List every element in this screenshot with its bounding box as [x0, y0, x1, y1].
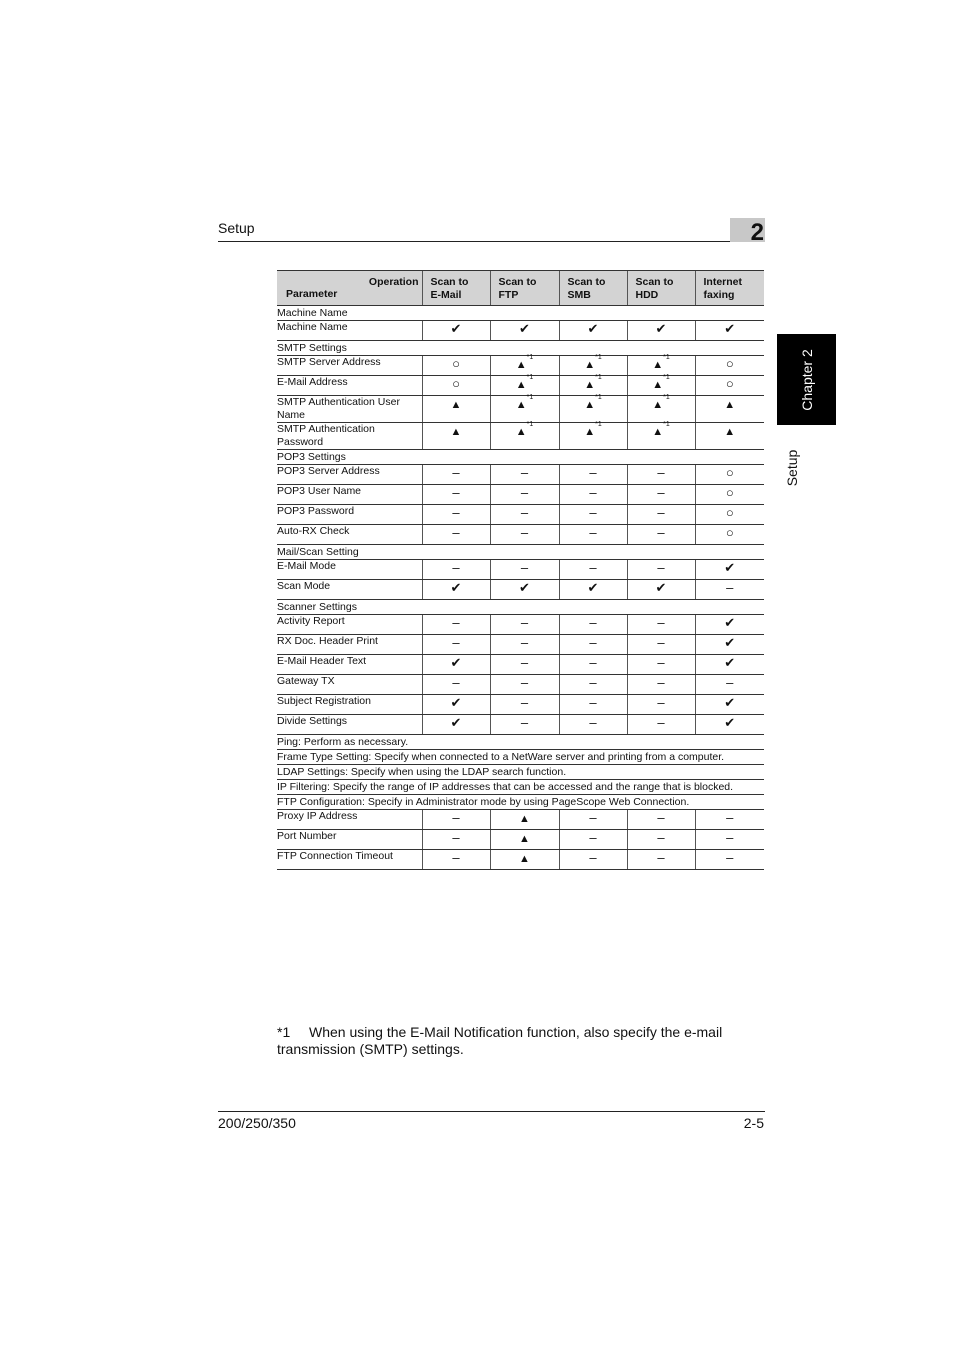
parameter-label: Port Number — [277, 830, 422, 850]
triangle-footnote-icon: ▲$^{*1}$ — [490, 423, 559, 450]
table-section-row — [277, 600, 764, 615]
footnote-ref: *1 — [595, 374, 602, 381]
check-icon: ✔ — [559, 321, 627, 341]
check-icon: ✔ — [422, 321, 490, 341]
dash-icon: – — [559, 485, 627, 505]
dash-icon: – — [559, 695, 627, 715]
dash-icon: – — [695, 830, 764, 850]
dash-icon: – — [559, 810, 627, 830]
parameter-label: Activity Report — [277, 615, 422, 635]
dash-icon: – — [559, 635, 627, 655]
dash-icon: – — [627, 850, 695, 870]
dash-icon: – — [422, 465, 490, 485]
check-icon: ✔ — [422, 580, 490, 600]
parameter-label: SMTP Authentication User Name — [277, 396, 422, 423]
dash-icon: – — [627, 485, 695, 505]
dash-icon: – — [559, 505, 627, 525]
header-col-email: Scan to E-Mail — [422, 271, 490, 306]
parameter-label: RX Doc. Header Print — [277, 635, 422, 655]
table-header-row — [277, 271, 764, 306]
triangle-icon: ▲ — [490, 830, 559, 850]
table-row — [277, 635, 764, 655]
check-icon: ✔ — [627, 580, 695, 600]
chapter-number-box: 2 — [730, 218, 765, 242]
footnote — [277, 1024, 757, 1058]
circle-icon: ○ — [695, 376, 764, 396]
table-section-row — [277, 341, 764, 356]
check-icon: ✔ — [695, 560, 764, 580]
parameter-label: POP3 Server Address — [277, 465, 422, 485]
check-icon: ✔ — [695, 321, 764, 341]
chapter-side-label: Chapter 2 — [798, 348, 815, 411]
table-row — [277, 810, 764, 830]
page-header-title: Setup — [218, 220, 255, 236]
dash-icon: – — [490, 635, 559, 655]
triangle-icon: ▲ — [490, 850, 559, 870]
dash-icon: – — [422, 485, 490, 505]
header-col-internet-fax: Internet faxing — [695, 271, 764, 306]
triangle-footnote-icon: ▲$^{*1}$ — [559, 423, 627, 450]
section-label: POP3 Settings — [277, 450, 764, 465]
footer-model: 200/250/350 — [218, 1115, 296, 1131]
footnote-ref: *1 — [526, 421, 534, 428]
check-icon: ✔ — [559, 580, 627, 600]
dash-icon: – — [627, 810, 695, 830]
circle-icon: ○ — [695, 505, 764, 525]
table-row — [277, 850, 764, 870]
parameter-label: E-Mail Address — [277, 376, 422, 396]
table-section-row — [277, 765, 764, 780]
dash-icon: – — [490, 485, 559, 505]
circle-icon: ○ — [695, 465, 764, 485]
dash-icon: – — [559, 850, 627, 870]
parameter-label: Gateway TX — [277, 675, 422, 695]
chapter-side-tab — [777, 334, 836, 425]
dash-icon: – — [422, 635, 490, 655]
footnote-ref: *1 — [526, 354, 534, 361]
dash-icon: – — [422, 505, 490, 525]
parameter-label: Auto-RX Check — [277, 525, 422, 545]
section-label: FTP Configuration: Specify in Administrator mode by using PageScope Web Connection. — [277, 795, 764, 810]
header-col-ftp: Scan to FTP — [490, 271, 559, 306]
triangle-footnote-icon: ▲$^{*1}$ — [490, 376, 559, 396]
dash-icon: – — [627, 715, 695, 735]
section-label: LDAP Settings: Specify when using the LDAP search function. — [277, 765, 764, 780]
check-icon: ✔ — [422, 715, 490, 735]
triangle-footnote-icon: ▲$^{*1}$ — [559, 356, 627, 376]
dash-icon: – — [490, 675, 559, 695]
triangle-footnote-icon: ▲$^{*1}$ — [627, 356, 695, 376]
section-label: Machine Name — [277, 306, 764, 321]
table-row — [277, 423, 764, 450]
triangle-footnote-icon: ▲$^{*1}$ — [627, 396, 695, 423]
table-section-row — [277, 750, 764, 765]
table-row — [277, 465, 764, 485]
section-label: IP Filtering: Specify the range of IP addresses that can be accessed and the range that is blocked. — [277, 780, 764, 795]
dash-icon: – — [627, 635, 695, 655]
parameter-label: SMTP Authentication Password — [277, 423, 422, 450]
header-col-smb: Scan to SMB — [559, 271, 627, 306]
triangle-footnote-icon: ▲$^{*1}$ — [559, 376, 627, 396]
dash-icon: – — [627, 615, 695, 635]
table-row — [277, 376, 764, 396]
footnote-ref: *1 — [663, 354, 670, 361]
parameter-label: FTP Connection Timeout — [277, 850, 422, 870]
table-section-row — [277, 545, 764, 560]
section-label: Ping: Perform as necessary. — [277, 735, 764, 750]
triangle-footnote-icon: ▲$^{*1}$ — [559, 396, 627, 423]
dash-icon: – — [627, 560, 695, 580]
footnote-ref: *1 — [663, 374, 670, 381]
table-row — [277, 715, 764, 735]
table-section-row — [277, 735, 764, 750]
parameter-label: Scan Mode — [277, 580, 422, 600]
parameter-label: Divide Settings — [277, 715, 422, 735]
dash-icon: – — [695, 675, 764, 695]
dash-icon: – — [695, 810, 764, 830]
table-row — [277, 830, 764, 850]
table-row — [277, 695, 764, 715]
dash-icon: – — [490, 560, 559, 580]
check-icon: ✔ — [422, 655, 490, 675]
check-icon: ✔ — [695, 655, 764, 675]
triangle-footnote-icon: ▲$^{*1}$ — [490, 396, 559, 423]
dash-icon: – — [559, 830, 627, 850]
table-section-row — [277, 795, 764, 810]
table-row — [277, 615, 764, 635]
dash-icon: – — [559, 560, 627, 580]
footnote-ref: *1 — [595, 421, 602, 428]
footnote-ref: *1 — [595, 394, 602, 401]
footer-page-number: 2-5 — [743, 1115, 764, 1131]
dash-icon: – — [490, 615, 559, 635]
parameter-label: POP3 Password — [277, 505, 422, 525]
check-icon: ✔ — [695, 615, 764, 635]
triangle-footnote-icon: ▲$^{*1}$ — [490, 356, 559, 376]
header-rule — [218, 241, 765, 242]
table-row — [277, 505, 764, 525]
dash-icon: – — [422, 830, 490, 850]
header-col-hdd: Scan to HDD — [627, 271, 695, 306]
dash-icon: – — [422, 810, 490, 830]
dash-icon: – — [627, 655, 695, 675]
footnote-text: When using the E-Mail Notification function, also specify the e-mail transmission (SMTP) settings. — [277, 1024, 723, 1057]
dash-icon: – — [627, 465, 695, 485]
header-parameter-operation — [277, 271, 422, 306]
footnote-ref: *1 — [663, 421, 670, 428]
check-icon: ✔ — [627, 321, 695, 341]
footnote-ref: *1 — [595, 354, 602, 361]
table-section-row — [277, 450, 764, 465]
check-icon: ✔ — [422, 695, 490, 715]
dash-icon: – — [490, 505, 559, 525]
dash-icon: – — [490, 655, 559, 675]
check-icon: ✔ — [490, 321, 559, 341]
dash-icon: – — [559, 615, 627, 635]
dash-icon: – — [559, 525, 627, 545]
section-label: SMTP Settings — [277, 341, 764, 356]
dash-icon: – — [559, 675, 627, 695]
dash-icon: – — [422, 850, 490, 870]
parameter-table — [277, 270, 764, 870]
circle-icon: ○ — [422, 356, 490, 376]
triangle-icon: ▲ — [422, 396, 490, 423]
table-row — [277, 396, 764, 423]
dash-icon: – — [627, 525, 695, 545]
parameter-label: E-Mail Header Text — [277, 655, 422, 675]
triangle-footnote-icon: ▲$^{*1}$ — [627, 376, 695, 396]
footnote-ref: *1 — [526, 394, 534, 401]
triangle-icon: ▲ — [695, 423, 764, 450]
dash-icon: – — [627, 675, 695, 695]
table-section-row — [277, 780, 764, 795]
table-row — [277, 580, 764, 600]
parameter-label: SMTP Server Address — [277, 356, 422, 376]
dash-icon: – — [559, 465, 627, 485]
circle-icon: ○ — [422, 376, 490, 396]
dash-icon: – — [422, 675, 490, 695]
dash-icon: – — [490, 695, 559, 715]
circle-icon: ○ — [695, 485, 764, 505]
footnote-ref: *1 — [526, 374, 534, 381]
dash-icon: – — [490, 525, 559, 545]
dash-icon: – — [695, 850, 764, 870]
table-row — [277, 675, 764, 695]
dash-icon: – — [627, 695, 695, 715]
dash-icon: – — [559, 655, 627, 675]
table-row — [277, 356, 764, 376]
triangle-icon: ▲ — [422, 423, 490, 450]
circle-icon: ○ — [695, 525, 764, 545]
parameter-label: Proxy IP Address — [277, 810, 422, 830]
check-icon: ✔ — [695, 695, 764, 715]
circle-icon: ○ — [695, 356, 764, 376]
dash-icon: – — [422, 615, 490, 635]
section-label: Scanner Settings — [277, 600, 764, 615]
table-row — [277, 525, 764, 545]
parameter-label: Machine Name — [277, 321, 422, 341]
dash-icon: – — [490, 465, 559, 485]
table-row — [277, 321, 764, 341]
dash-icon: – — [559, 715, 627, 735]
parameter-label: E-Mail Mode — [277, 560, 422, 580]
dash-icon: – — [695, 580, 764, 600]
section-label: Mail/Scan Setting — [277, 545, 764, 560]
dash-icon: – — [422, 560, 490, 580]
parameter-label: POP3 User Name — [277, 485, 422, 505]
parameter-label: Subject Registration — [277, 695, 422, 715]
section-side-label: Setup — [784, 449, 800, 487]
table-section-row — [277, 306, 764, 321]
footer-rule — [218, 1111, 765, 1112]
dash-icon: – — [490, 715, 559, 735]
triangle-footnote-icon: ▲$^{*1}$ — [627, 423, 695, 450]
footnote-mark: *1 — [277, 1024, 291, 1040]
triangle-icon: ▲ — [695, 396, 764, 423]
section-label: Frame Type Setting: Specify when connected to a NetWare server and printing from a computer. — [277, 750, 764, 765]
dash-icon: – — [422, 525, 490, 545]
check-icon: ✔ — [695, 715, 764, 735]
check-icon: ✔ — [695, 635, 764, 655]
dash-icon: – — [627, 830, 695, 850]
header-operation-label: Operation — [368, 276, 419, 288]
footnote-ref: *1 — [663, 394, 670, 401]
check-icon: ✔ — [490, 580, 559, 600]
dash-icon: – — [627, 505, 695, 525]
header-parameter-label: Parameter — [286, 288, 338, 300]
table-body — [277, 306, 764, 870]
table-row — [277, 655, 764, 675]
table-row — [277, 485, 764, 505]
table-row — [277, 560, 764, 580]
triangle-icon: ▲ — [490, 810, 559, 830]
